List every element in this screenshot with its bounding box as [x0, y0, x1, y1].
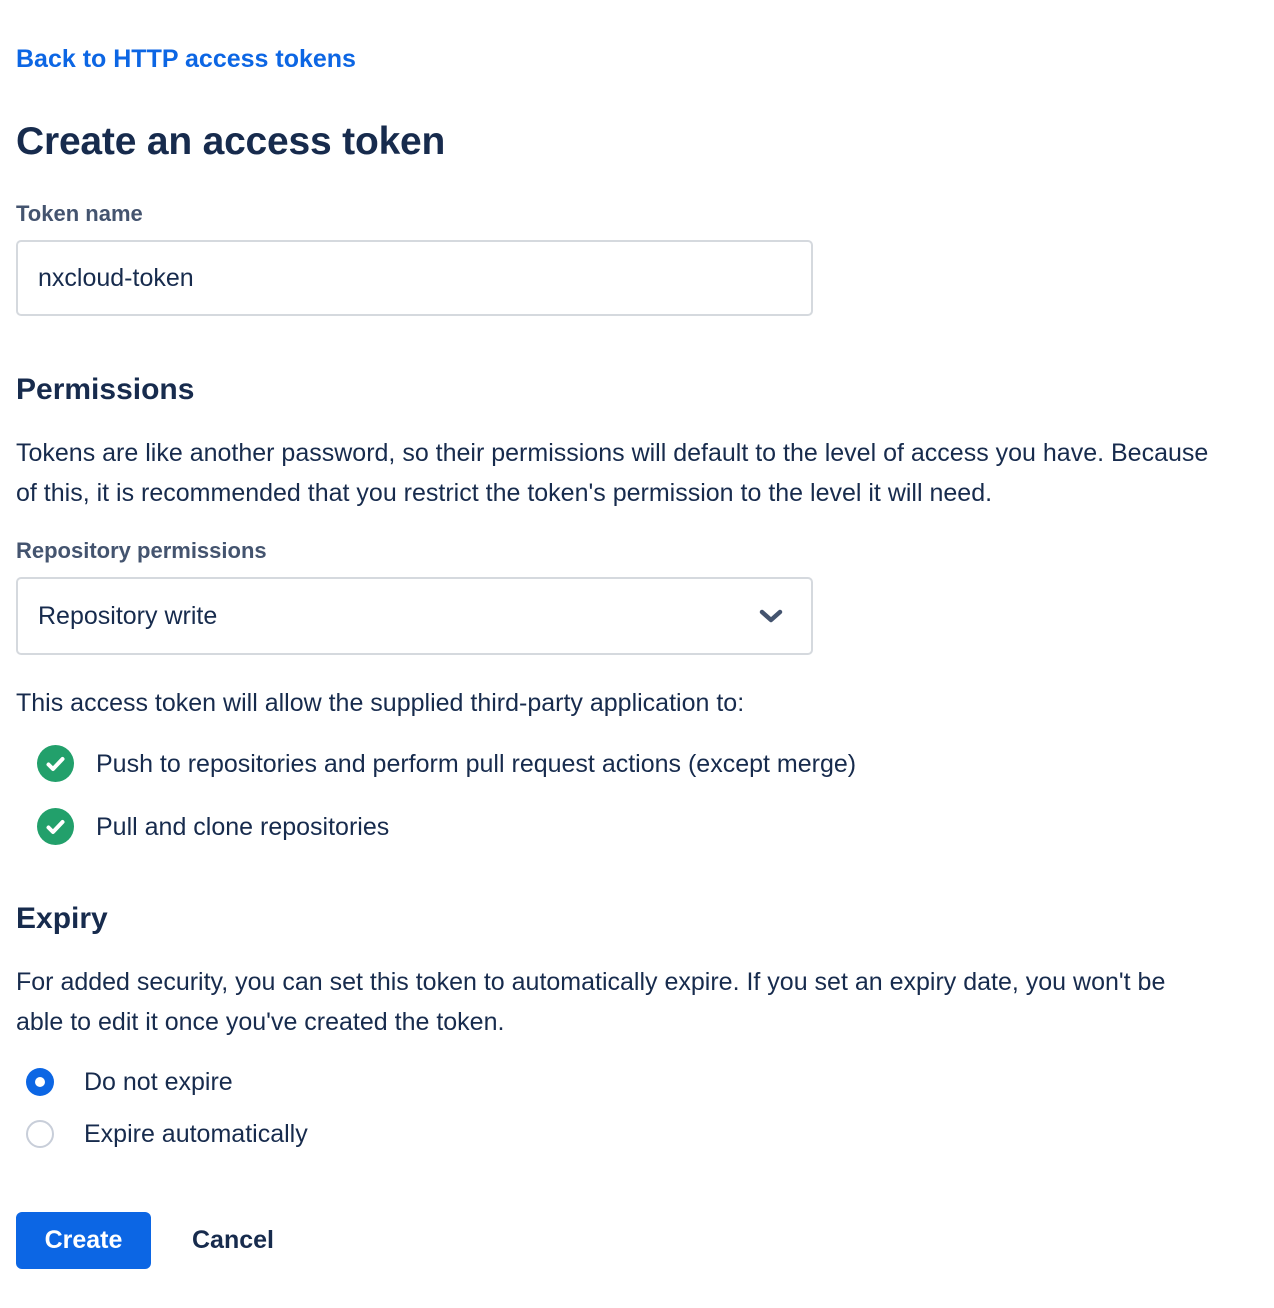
permissions-heading: Permissions	[16, 373, 195, 406]
permissions-description: Tokens are like another password, so their permissions will default to the level of access you have. Because of this, it is recommended that you restrict the token's permission to the level it will need.	[16, 439, 1209, 507]
token-name-input[interactable]	[16, 240, 813, 316]
radio-unselected-icon[interactable]	[26, 1120, 54, 1148]
cancel-button[interactable]: Cancel	[192, 1226, 274, 1254]
radio-option-do-not-expire[interactable]	[16, 1066, 1258, 1098]
capability-item	[16, 745, 1258, 782]
repository-permissions-label: Repository permissions	[16, 538, 267, 563]
radio-selected-icon[interactable]	[26, 1068, 54, 1096]
capability-list	[16, 745, 1258, 845]
chevron-down-icon	[759, 608, 783, 624]
expiry-radio-group	[16, 1066, 1258, 1150]
radio-option-expire-automatically[interactable]	[16, 1118, 1258, 1150]
allow-intro-text: This access token will allow the supplied third-party application to:	[16, 689, 745, 717]
check-circle-icon	[37, 808, 74, 845]
capability-item	[16, 808, 1258, 845]
create-button[interactable]: Create	[16, 1212, 151, 1269]
expiry-heading: Expiry	[16, 902, 108, 935]
token-name-label: Token name	[16, 201, 143, 226]
back-to-http-access-tokens-link[interactable]: Back to HTTP access tokens	[16, 45, 356, 73]
page-title: Create an access token	[16, 120, 446, 163]
capability-text: Pull and clone repositories	[96, 812, 390, 841]
radio-option-label: Expire automatically	[84, 1120, 308, 1148]
radio-option-label: Do not expire	[84, 1068, 233, 1096]
capability-text: Push to repositories and perform pull request actions (except merge)	[96, 749, 857, 778]
repository-permissions-select[interactable]	[16, 577, 813, 655]
repository-permissions-selected-value: Repository write	[38, 601, 218, 630]
expiry-description: For added security, you can set this token to automatically expire. If you set an expiry date, you won't be able to edit it once you've created the token.	[16, 968, 1166, 1036]
form-actions	[16, 1212, 1258, 1269]
check-circle-icon	[37, 745, 74, 782]
